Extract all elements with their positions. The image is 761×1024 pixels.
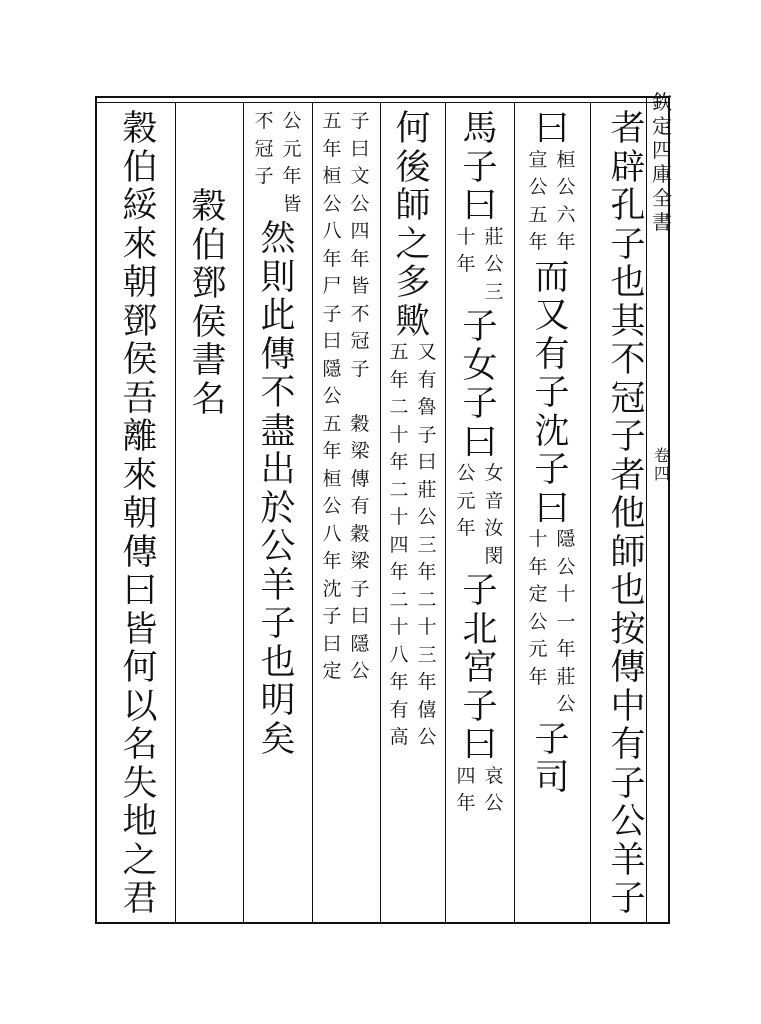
glyph: 四 [389, 533, 409, 556]
annotation-line [415, 343, 439, 756]
glyph: 名 [122, 725, 158, 765]
annotation-pair [454, 764, 506, 822]
glyph: 年 [389, 561, 409, 583]
glyph: 四 [653, 464, 670, 483]
text-column [244, 112, 312, 912]
glyph: 又 [534, 296, 570, 336]
glyph: 曰 [534, 488, 570, 529]
glyph: 也 [260, 642, 296, 683]
glyph: 皆 [282, 192, 302, 215]
glyph: 傳 [610, 648, 646, 688]
glyph: 公 [556, 693, 576, 715]
annotation-pair [454, 225, 506, 311]
glyph: 有 [534, 334, 570, 375]
glyph: 後 [395, 147, 431, 188]
column-divider [590, 102, 591, 922]
glyph: 穀 [191, 187, 227, 227]
annotation-line [554, 530, 578, 723]
column-divider [514, 102, 515, 922]
glyph: 不 [254, 110, 274, 132]
glyph: 三 [484, 280, 504, 303]
glyph: 五 [322, 412, 342, 435]
glyph: 則 [260, 257, 296, 298]
glyph: 哀 [484, 764, 504, 787]
glyph: 二 [389, 478, 409, 501]
glyph: 梁 [350, 550, 370, 572]
annotation-line [482, 464, 506, 574]
glyph: 女 [462, 345, 498, 386]
glyph: 曰 [534, 109, 570, 149]
glyph: 年 [456, 517, 476, 539]
glyph: 公 [322, 385, 342, 407]
annotation-line [554, 148, 578, 261]
glyph: 書 [191, 341, 227, 381]
frame-top-rule [95, 96, 670, 98]
main-text [122, 109, 158, 921]
glyph: 年 [282, 165, 302, 187]
glyph: 子 [610, 417, 646, 457]
glyph: 矣 [260, 719, 296, 760]
glyph: 沈 [322, 577, 342, 600]
glyph: 四 [456, 764, 476, 787]
glyph: 子 [610, 224, 646, 265]
glyph: 書 [652, 210, 672, 234]
glyph: 十 [389, 506, 409, 528]
glyph: 公 [528, 176, 548, 198]
text-column [175, 187, 243, 990]
glyph: 元 [282, 137, 302, 160]
glyph: 年 [389, 368, 409, 391]
glyph: 子 [462, 686, 498, 727]
glyph: 其 [610, 301, 646, 342]
glyph: 庫 [652, 162, 672, 186]
annotation-line [252, 112, 276, 222]
annotation-line [454, 225, 478, 311]
text-column [106, 109, 174, 919]
frame-top-rule-inner [95, 102, 670, 103]
glyph: 二 [417, 588, 437, 611]
annotation-pair [454, 464, 506, 574]
glyph: 也 [610, 263, 646, 303]
glyph: 公 [456, 462, 476, 484]
glyph: 欽 [652, 90, 672, 114]
text-column [518, 109, 586, 912]
glyph: 師 [610, 532, 646, 573]
glyph: 朝 [122, 263, 158, 303]
glyph: 八 [389, 643, 409, 666]
glyph: 子 [322, 302, 342, 325]
glyph: 定 [652, 114, 672, 138]
glyph: 年 [456, 792, 476, 814]
glyph: 來 [122, 455, 158, 496]
glyph: 公 [417, 726, 437, 748]
glyph: 皆 [350, 275, 370, 297]
glyph: 曰 [350, 137, 370, 160]
glyph: 羊 [260, 565, 296, 606]
main-text [395, 109, 431, 343]
main-text [462, 307, 498, 464]
glyph: 曰 [350, 605, 370, 627]
glyph: 八 [322, 220, 342, 242]
main-text [462, 109, 498, 228]
glyph: 侯 [191, 302, 227, 343]
glyph: 辟 [610, 147, 646, 188]
glyph: 子 [350, 577, 370, 600]
glyph: 十 [389, 423, 409, 446]
glyph: 公 [417, 506, 437, 528]
glyph: 隱 [322, 357, 342, 380]
glyph: 冠 [254, 137, 274, 160]
glyph: 卷 [653, 446, 670, 465]
glyph: 羊 [610, 840, 646, 881]
main-text [191, 187, 227, 421]
annotation-pair [320, 112, 372, 690]
glyph: 明 [260, 681, 296, 721]
glyph: 穀 [350, 412, 370, 435]
glyph: 者 [610, 109, 646, 149]
glyph: 君 [122, 879, 158, 919]
annotation-pair [526, 530, 578, 723]
glyph: 之 [395, 224, 431, 265]
main-text [462, 571, 498, 767]
annotation-pair [526, 148, 578, 261]
glyph: 年 [350, 247, 370, 270]
glyph: 有 [389, 698, 409, 721]
glyph: 公 [528, 610, 548, 633]
glyph: 桓 [556, 148, 576, 171]
glyph: 隱 [556, 528, 576, 550]
glyph: 年 [556, 638, 576, 660]
text-column [446, 109, 514, 912]
glyph: 子 [610, 879, 646, 919]
glyph: 元 [456, 489, 476, 512]
glyph: 年 [417, 561, 437, 583]
glyph: 公 [484, 253, 504, 275]
glyph: 曰 [322, 330, 342, 352]
glyph: 五 [322, 110, 342, 132]
glyph: 出 [260, 450, 296, 490]
glyph: 吾 [122, 378, 158, 419]
glyph: 曰 [462, 725, 498, 765]
main-text [260, 219, 296, 761]
glyph: 沈 [534, 411, 570, 452]
glyph: 二 [389, 588, 409, 611]
glyph: 有 [350, 495, 370, 517]
glyph: 子 [462, 307, 498, 347]
glyph: 年 [389, 671, 409, 693]
glyph: 三 [417, 643, 437, 666]
glyph: 鄧 [191, 264, 227, 304]
glyph: 按 [610, 609, 646, 650]
annotation-line [482, 764, 506, 822]
glyph: 者 [610, 455, 646, 496]
glyph [357, 387, 363, 415]
glyph: 傳 [350, 467, 370, 490]
text-column [594, 109, 662, 919]
glyph: 馬 [462, 109, 498, 149]
glyph: 侯 [122, 340, 158, 380]
glyph: 全 [652, 186, 672, 210]
glyph: 桓 [322, 165, 342, 187]
glyph: 有 [610, 725, 646, 765]
glyph: 曰 [462, 422, 498, 463]
annotation-pair [252, 112, 304, 222]
glyph: 十 [456, 225, 476, 248]
glyph: 子 [350, 110, 370, 132]
glyph: 六 [556, 203, 576, 226]
glyph: 五 [528, 203, 548, 226]
glyph: 有 [417, 368, 437, 391]
glyph: 公 [322, 192, 342, 215]
glyph: 公 [484, 792, 504, 814]
annotation-line [482, 225, 506, 311]
glyph: 宮 [462, 648, 498, 688]
text-column [312, 112, 380, 912]
glyph: 地 [122, 802, 158, 842]
glyph: 十 [528, 528, 548, 550]
glyph: 隱 [350, 632, 370, 655]
glyph: 歟 [395, 301, 431, 342]
glyph: 女 [484, 462, 504, 484]
glyph: 年 [456, 253, 476, 275]
glyph: 子 [462, 384, 498, 424]
glyph: 於 [260, 488, 296, 529]
glyph: 子 [322, 605, 342, 627]
glyph: 四 [350, 220, 370, 242]
glyph: 年 [322, 137, 342, 160]
main-text [534, 719, 570, 800]
glyph: 子 [534, 450, 570, 490]
glyph: 子 [462, 147, 498, 188]
glyph: 名 [191, 379, 227, 420]
glyph: 年 [322, 440, 342, 462]
glyph: 尸 [322, 275, 342, 297]
annotation-line [387, 343, 411, 756]
glyph: 子 [417, 423, 437, 446]
glyph: 離 [122, 417, 158, 457]
text-column [379, 109, 447, 912]
glyph: 汝 [484, 517, 504, 539]
glyph: 伯 [191, 225, 227, 266]
glyph: 來 [122, 224, 158, 265]
glyph: 公 [260, 527, 296, 567]
glyph: 莊 [484, 225, 504, 248]
annotation-line [348, 112, 372, 690]
glyph: 桓 [322, 467, 342, 490]
glyph: 年 [322, 550, 342, 572]
glyph: 年 [528, 231, 548, 253]
glyph: 不 [350, 302, 370, 325]
glyph: 三 [417, 533, 437, 556]
glyph: 閔 [484, 544, 504, 567]
glyph: 師 [395, 186, 431, 226]
glyph: 公 [350, 660, 370, 682]
glyph: 曰 [322, 632, 342, 655]
glyph: 孔 [610, 186, 646, 226]
glyph: 八 [322, 522, 342, 545]
glyph: 定 [528, 583, 548, 605]
glyph: 曰 [462, 186, 498, 226]
glyph: 而 [534, 257, 570, 298]
glyph: 年 [556, 231, 576, 253]
glyph: 不 [610, 340, 646, 380]
glyph: 子 [534, 719, 570, 760]
glyph: 梁 [350, 440, 370, 462]
glyph: 多 [395, 263, 431, 303]
annotation-line [454, 464, 478, 574]
glyph: 子 [462, 571, 498, 611]
glyph: 冠 [610, 378, 646, 419]
glyph: 伯 [122, 147, 158, 188]
glyph: 元 [528, 638, 548, 660]
glyph: 此 [260, 296, 296, 336]
glyph: 穀 [350, 522, 370, 545]
glyph: 傳 [260, 334, 296, 375]
main-text [534, 257, 570, 531]
glyph: 他 [610, 494, 646, 534]
glyph: 何 [122, 648, 158, 688]
glyph: 定 [322, 660, 342, 682]
glyph: 盡 [260, 411, 296, 452]
glyph: 四 [652, 138, 672, 162]
glyph: 北 [462, 609, 498, 650]
glyph: 年 [528, 665, 548, 688]
glyph: 莊 [417, 478, 437, 501]
glyph: 曰 [122, 571, 158, 611]
glyph: 穀 [122, 109, 158, 149]
glyph: 以 [122, 686, 158, 727]
annotation-pair [387, 343, 439, 756]
glyph: 公 [556, 555, 576, 578]
glyph: 失 [122, 763, 158, 804]
annotation-line [454, 764, 478, 822]
glyph: 之 [122, 840, 158, 881]
glyph: 冠 [350, 330, 370, 352]
glyph: 年 [528, 555, 548, 578]
glyph: 音 [484, 489, 504, 512]
glyph: 年 [417, 671, 437, 693]
glyph: 一 [556, 610, 576, 633]
glyph: 何 [395, 109, 431, 149]
glyph: 魯 [417, 396, 437, 418]
annotation-line [526, 530, 550, 723]
glyph: 莊 [556, 665, 576, 688]
glyph: 子 [254, 165, 274, 187]
annotation-line [280, 112, 304, 222]
glyph: 公 [610, 802, 646, 842]
main-text [610, 109, 646, 921]
glyph: 十 [389, 616, 409, 638]
glyph: 中 [610, 686, 646, 727]
glyph: 不 [260, 373, 296, 413]
glyph: 鄧 [122, 301, 158, 342]
glyph: 文 [350, 165, 370, 187]
annotation-line [526, 148, 550, 261]
glyph: 傳 [122, 532, 158, 573]
annotation-line [320, 112, 344, 690]
frame-left-rule [95, 96, 97, 924]
glyph: 公 [282, 110, 302, 132]
glyph: 朝 [122, 494, 158, 534]
glyph: 年 [389, 451, 409, 473]
glyph: 高 [389, 726, 409, 748]
glyph: 子 [534, 373, 570, 413]
main-text [534, 109, 570, 151]
glyph: 公 [556, 176, 576, 198]
glyph: 十 [556, 583, 576, 605]
glyph: 然 [260, 219, 296, 259]
glyph: 五 [389, 341, 409, 363]
glyph: 二 [389, 396, 409, 418]
glyph: 子 [350, 357, 370, 380]
glyph: 年 [322, 247, 342, 270]
glyph: 曰 [417, 451, 437, 473]
glyph: 十 [417, 616, 437, 638]
glyph: 司 [534, 758, 570, 798]
glyph: 皆 [122, 609, 158, 650]
glyph: 又 [417, 341, 437, 363]
glyph: 公 [322, 495, 342, 517]
glyph: 子 [260, 604, 296, 644]
glyph: 也 [610, 571, 646, 611]
glyph: 宣 [528, 148, 548, 171]
glyph: 綏 [122, 186, 158, 226]
glyph: 公 [350, 192, 370, 215]
glyph: 僖 [417, 698, 437, 721]
glyph: 子 [610, 763, 646, 804]
